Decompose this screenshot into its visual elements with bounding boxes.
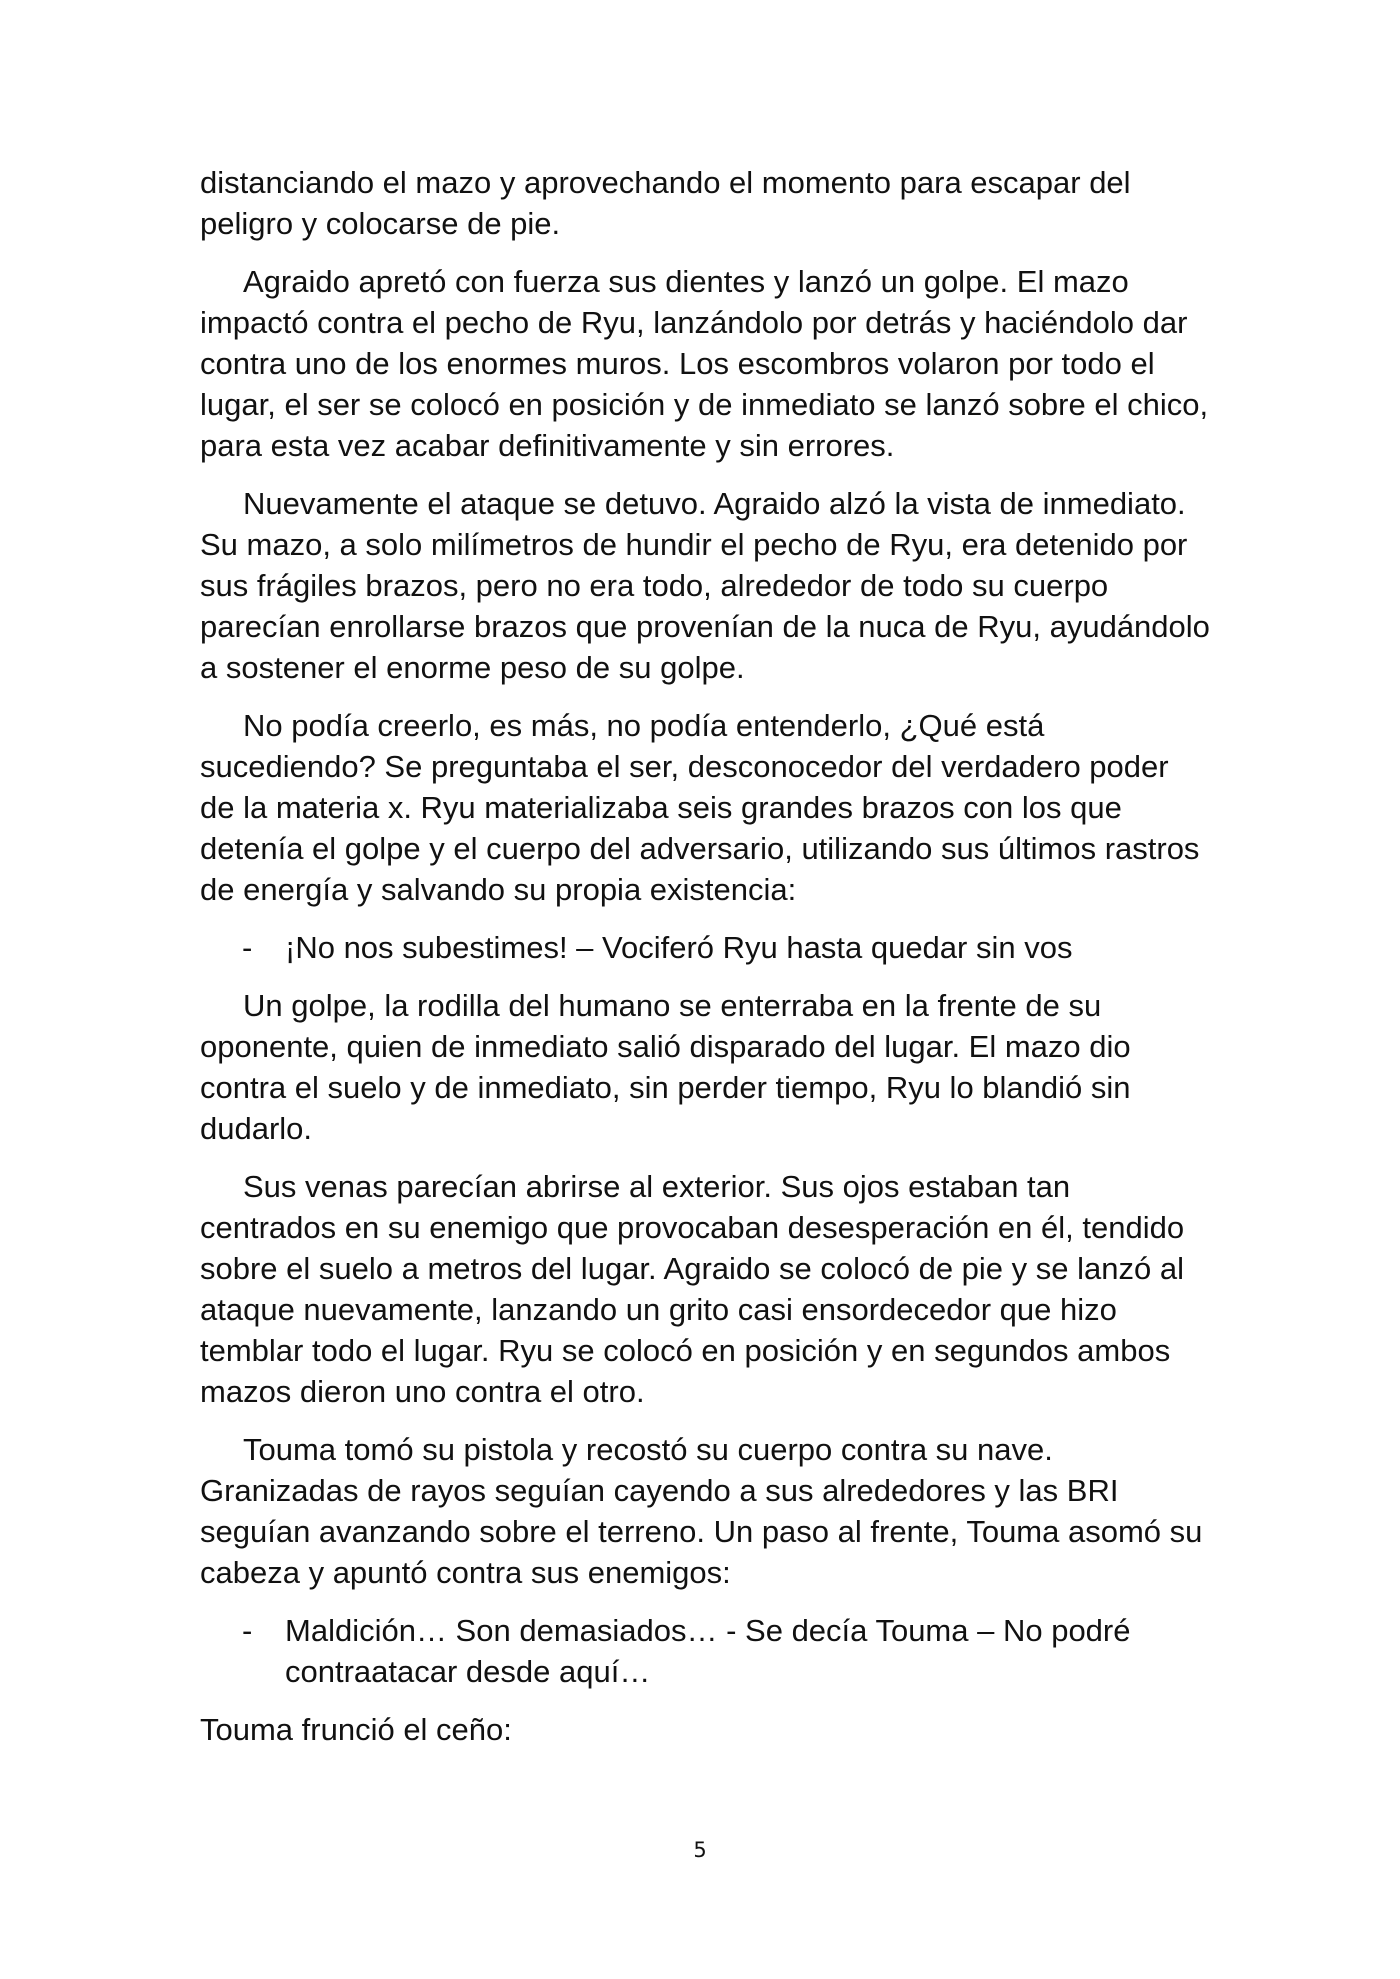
dialogue-text: ¡No nos subestimes! – Vociferó Ryu hasta quedar sin vos	[285, 930, 1073, 965]
paragraph: Touma tomó su pistola y recostó su cuerpo contra su nave. Granizadas de rayos seguían cayendo a sus alrededores y las BRI seguían avanzando sobre el terreno. Un paso al frente, Touma asomó su cabeza y apuntó contra sus enemigos:	[200, 1432, 1203, 1590]
paragraph: Sus venas parecían abrirse al exterior. Sus ojos estaban tan centrados en su enemigo que provocaban desesperación en él, tendido sobre el suelo a metros del lugar. Agraido se colocó de pie y se lanzó al ataque nuevamente, lanzando un grito casi ensordecedor que hizo temblar todo el lugar. Ryu se colocó en posición y en segundos ambos mazos dieron uno contra el otro.	[200, 1169, 1185, 1409]
paragraph: distanciando el mazo y aprovechando el momento para escapar del peligro y colocarse de pie.	[200, 165, 1131, 241]
page-number: 5	[693, 1838, 707, 1862]
dialogue-line	[200, 927, 1210, 968]
page-body	[200, 162, 1210, 1767]
paragraph: No podía creerlo, es más, no podía entenderlo, ¿Qué está sucediendo? Se preguntaba el ser, desconocedor del verdadero poder de la materia x. Ryu materializaba seis grandes brazos con los que detenía el golpe y el cuerpo del adversario, utilizando sus últimos rastros de energía y salvando su propia existencia:	[200, 708, 1200, 907]
paragraph: Un golpe, la rodilla del humano se enterraba en la frente de su oponente, quien de inmediato salió disparado del lugar. El mazo dio contra el suelo y de inmediato, sin perder tiempo, Ryu lo blandió sin dudarlo.	[200, 988, 1131, 1146]
dialogue-dash: -	[242, 930, 253, 965]
dialogue-dash: -	[242, 1613, 253, 1648]
dialogue-line	[200, 1610, 1210, 1692]
paragraph: Nuevamente el ataque se detuvo. Agraido alzó la vista de inmediato. Su mazo, a solo milímetros de hundir el pecho de Ryu, era detenido por sus frágiles brazos, pero no era todo, alrededor de todo su cuerpo parecían enrollarse brazos que provenían de la nuca de Ryu, ayudándolo a sostener el enorme peso de su golpe.	[200, 486, 1210, 685]
paragraph: Touma frunció el ceño:	[200, 1712, 512, 1747]
paragraph: Agraido apretó con fuerza sus dientes y lanzó un golpe. El mazo impactó contra el pecho de Ryu, lanzándolo por detrás y haciéndolo dar contra uno de los enormes muros. Los escombros volaron por todo el lugar, el ser se colocó en posición y de inmediato se lanzó sobre el chico, para esta vez acabar definitivamente y sin errores.	[200, 264, 1209, 463]
dialogue-text: Maldición… Son demasiados… - Se decía Touma – No podré contraatacar desde aquí…	[285, 1613, 1131, 1689]
